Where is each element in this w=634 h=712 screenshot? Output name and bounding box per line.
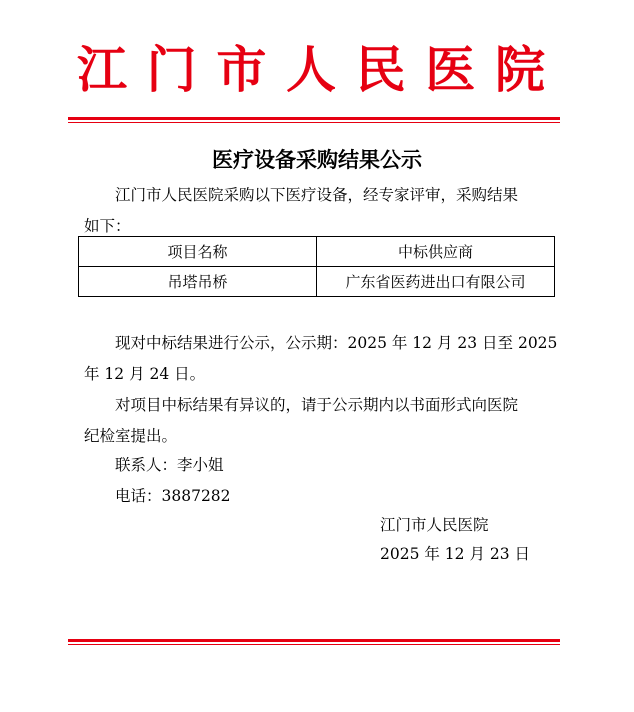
- letterhead-char: 门: [146, 40, 197, 99]
- letterhead-char: 民: [355, 40, 406, 99]
- signoff-date: 2025 年 12 月 23 日: [380, 545, 531, 563]
- notice-line-2: 年 12 月 24 日。: [84, 365, 206, 383]
- contact-person: 联系人：李小姐: [115, 456, 224, 474]
- document-title: 医疗设备采购结果公示: [212, 147, 422, 172]
- project-name-cell: 吊塔吊桥: [79, 267, 317, 297]
- footer-divider-thin: [68, 644, 560, 645]
- notice-paragraph: [84, 328, 558, 390]
- contact-phone: 电话：3887282: [115, 487, 231, 505]
- header-divider-thin: [68, 122, 560, 123]
- letterhead-char: 人: [285, 40, 336, 99]
- supplier-cell: 广东省医药进出口有限公司: [317, 267, 555, 297]
- column-header-supplier: 中标供应商: [317, 237, 555, 267]
- objection-paragraph: [84, 390, 554, 452]
- letterhead-char: 江: [77, 40, 127, 99]
- letterhead-char: 院: [494, 40, 545, 99]
- procurement-result-table: [78, 236, 555, 297]
- letterhead-char: 市: [216, 40, 267, 99]
- table-header-row: [79, 237, 555, 267]
- hospital-letterhead-title: [76, 40, 546, 100]
- letterhead-char: 医: [425, 40, 476, 99]
- footer-divider-thick: [68, 639, 560, 642]
- intro-line-2: 如下：: [84, 217, 131, 235]
- notice-line-1: 现对中标结果进行公示，公示期：2025 年 12 月 23 日至 2025: [115, 334, 558, 352]
- objection-line-2: 纪检室提出。: [84, 427, 178, 445]
- header-divider-thick: [68, 117, 560, 120]
- column-header-project: 项目名称: [79, 237, 317, 267]
- table-row: [79, 267, 555, 297]
- intro-paragraph: [84, 180, 554, 242]
- intro-line-1: 江门市人民医院采购以下医疗设备，经专家评审，采购结果: [115, 186, 519, 204]
- objection-line-1: 对项目中标结果有异议的，请于公示期内以书面形式向医院: [115, 396, 519, 414]
- signoff-organization: 江门市人民医院: [380, 516, 489, 534]
